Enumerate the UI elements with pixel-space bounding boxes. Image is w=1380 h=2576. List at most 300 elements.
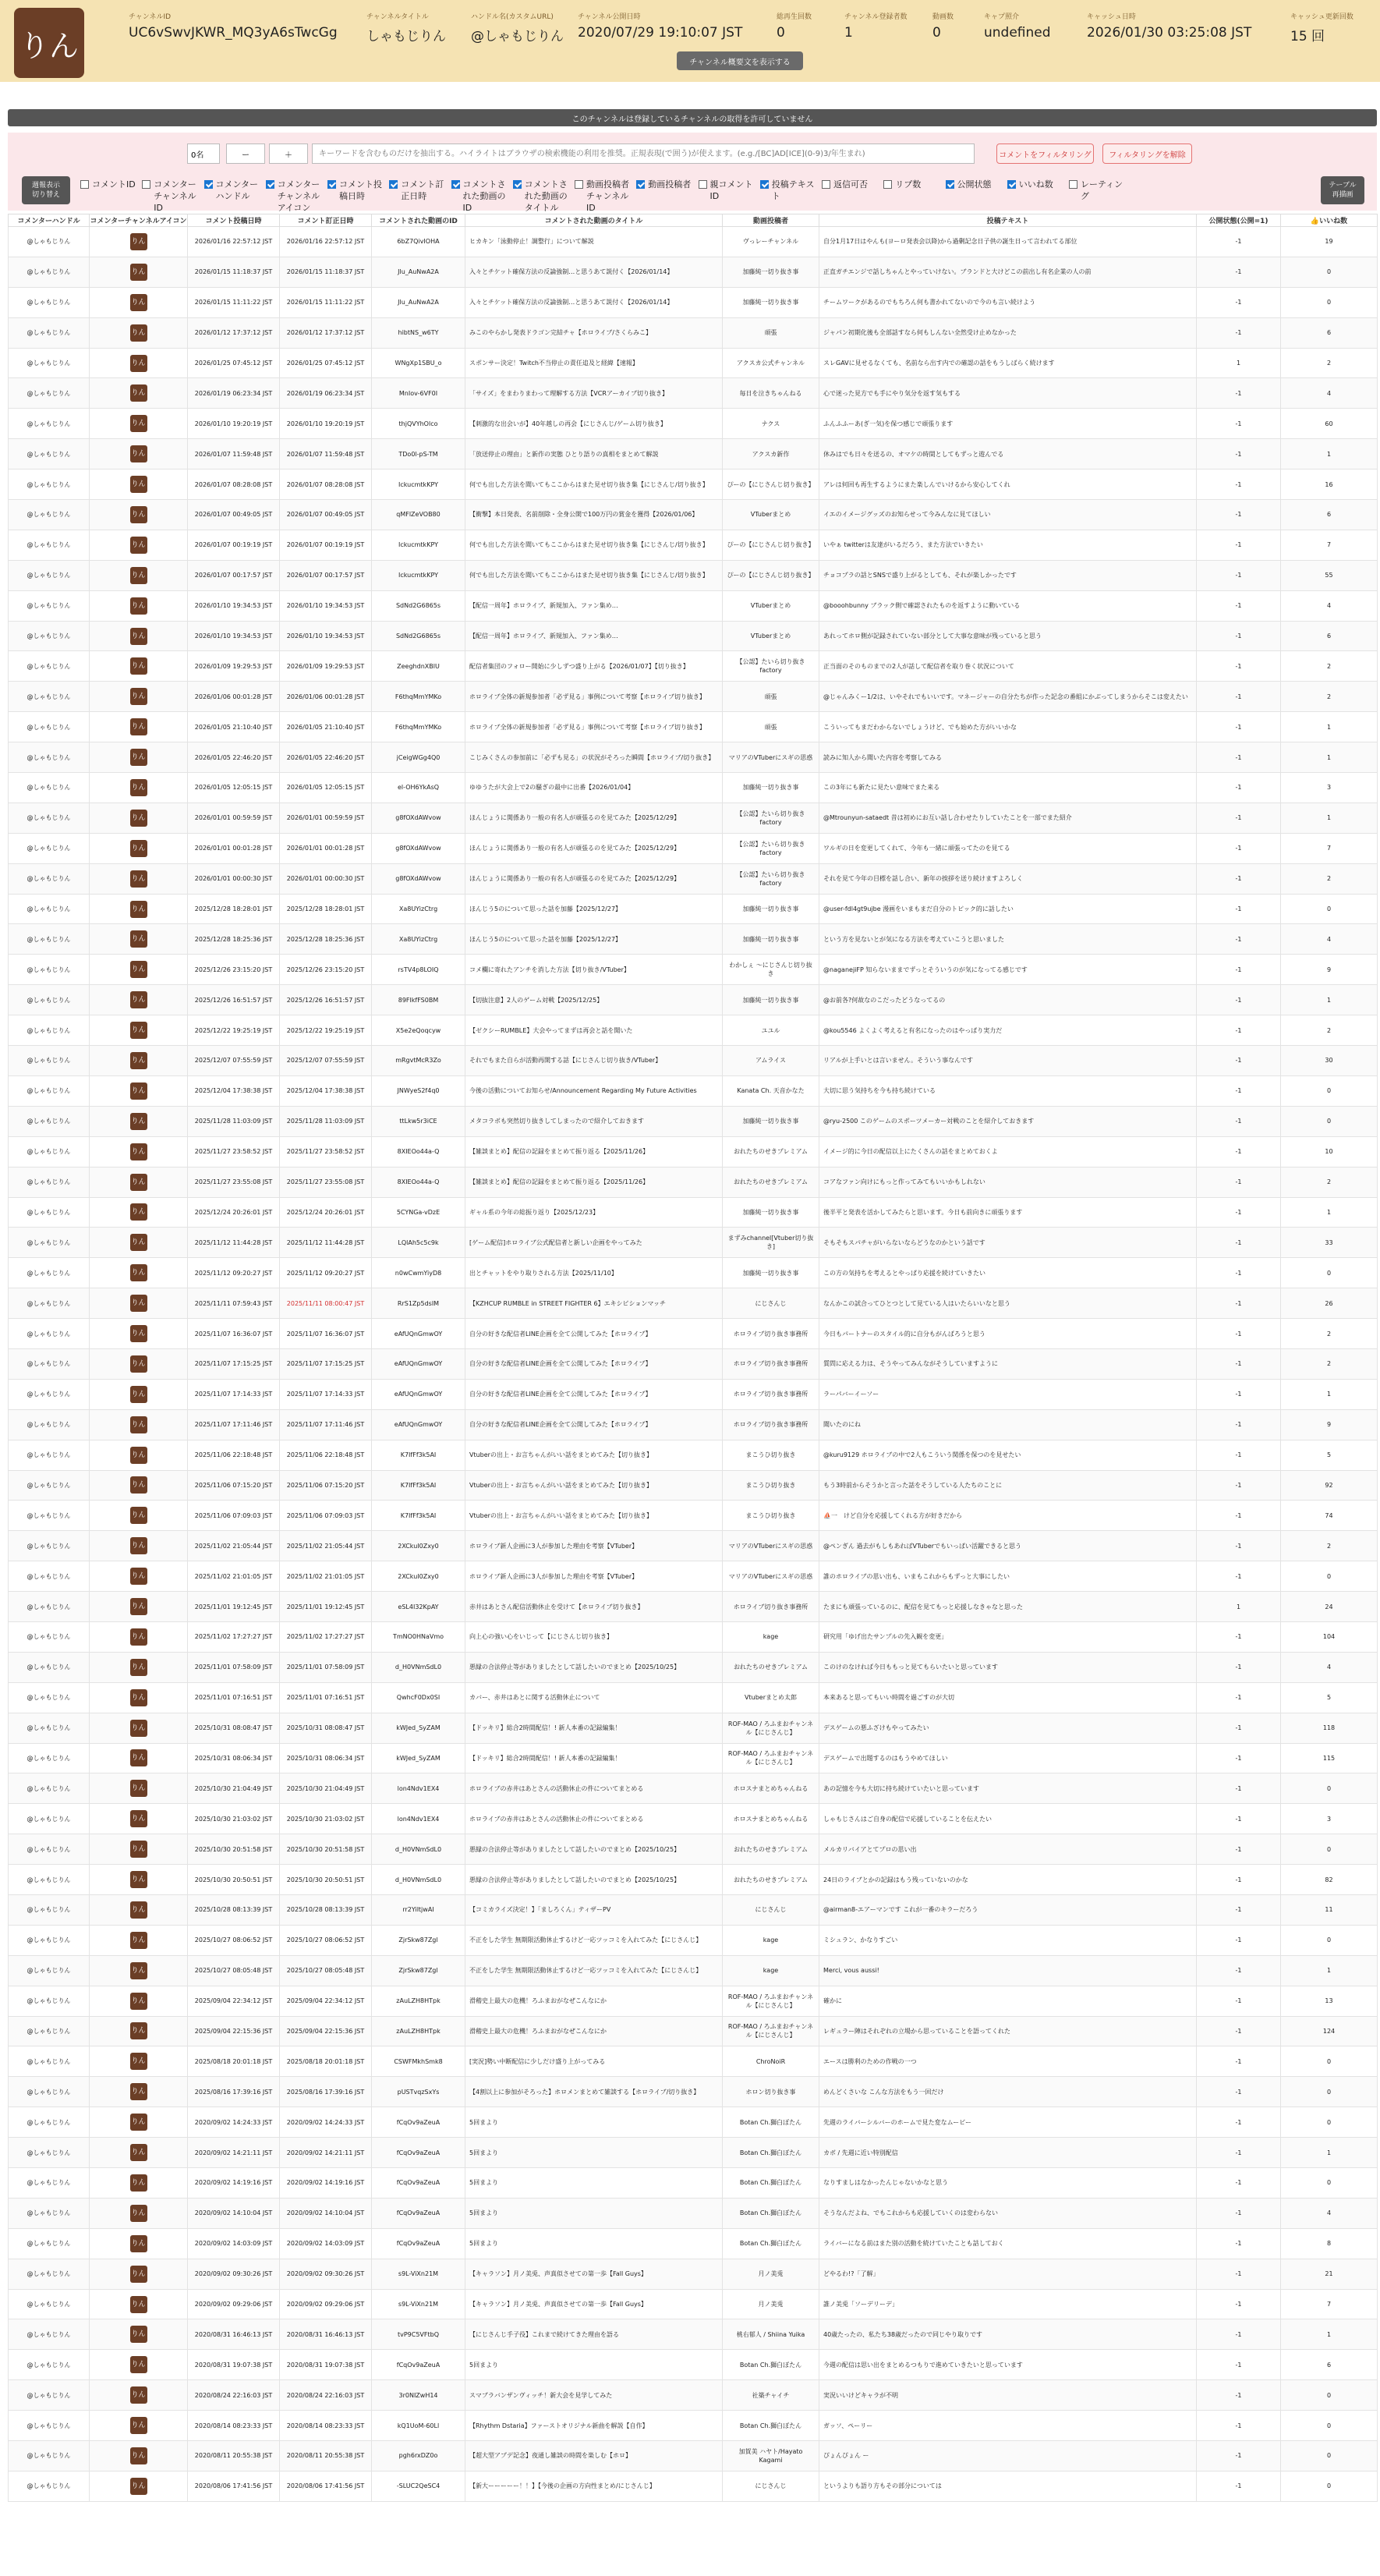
like-count-cell: 2 bbox=[1281, 1167, 1378, 1197]
commenter-handle-cell: @しゃもじりん bbox=[9, 803, 90, 833]
commenter-icon-cell bbox=[90, 1046, 188, 1076]
column-header[interactable]: コメントされた動画のID bbox=[372, 214, 465, 227]
commenter-handle-cell: @しゃもじりん bbox=[9, 1501, 90, 1531]
header-field-value: 0 bbox=[932, 25, 941, 41]
posted-at-cell: 2026/01/07 11:59:48 JST bbox=[188, 439, 280, 469]
like-count-cell: 6 bbox=[1281, 2350, 1378, 2380]
column-toggle[interactable] bbox=[946, 179, 1007, 214]
table-row bbox=[9, 2168, 1378, 2199]
column-toggle[interactable] bbox=[760, 179, 822, 214]
video-id-cell: -SLUC2QeSC4 bbox=[372, 2471, 465, 2501]
column-toggle[interactable] bbox=[822, 179, 883, 214]
table-row bbox=[9, 2350, 1378, 2380]
comment-text-cell: 正当面のそのものまでの2人が話して配信者を取り巻く状況について bbox=[819, 651, 1197, 682]
posted-at-cell: 2026/01/05 22:46:20 JST bbox=[188, 742, 280, 773]
video-id-cell: QwhcF0Dx0SI bbox=[372, 1682, 465, 1713]
video-title-cell: 自分の好きな配信者LINE企画を全て公開してみた【ホロライブ】 bbox=[465, 1409, 723, 1440]
edited-at-cell: 2026/01/01 00:01:28 JST bbox=[280, 833, 372, 863]
posted-at-cell: 2025/12/28 18:25:36 JST bbox=[188, 924, 280, 955]
channel-icon: りん bbox=[130, 1264, 147, 1281]
posted-at-cell: 2025/10/30 20:51:58 JST bbox=[188, 1834, 280, 1865]
edited-at-cell: 2025/11/02 21:01:05 JST bbox=[280, 1561, 372, 1592]
video-title-cell: 【配信一周年】ホロライブ、新規加入、ファン集め… bbox=[465, 621, 723, 651]
posted-at-cell: 2025/08/16 17:39:16 JST bbox=[188, 2077, 280, 2107]
public-status-cell: -1 bbox=[1197, 2380, 1281, 2411]
commenter-handle-cell: @しゃもじりん bbox=[9, 2380, 90, 2411]
channel-icon: りん bbox=[130, 355, 147, 372]
video-uploader-cell: 加藤純一切り抜き事 bbox=[723, 985, 819, 1015]
public-status-cell: -1 bbox=[1197, 1986, 1281, 2016]
header-field-label: キャッシュ更新回数 bbox=[1290, 13, 1353, 21]
public-status-cell: -1 bbox=[1197, 378, 1281, 409]
channel-icon: りん bbox=[130, 1203, 147, 1221]
comment-text-cell: 今日もパートナーのスタイル的に自分もがんばろうと思う bbox=[819, 1319, 1197, 1349]
video-uploader-cell: ぴーの【にじさんじ切り抜き】 bbox=[723, 469, 819, 500]
column-toggle[interactable] bbox=[883, 179, 945, 214]
table-row bbox=[9, 2380, 1378, 2411]
commenter-icon-cell bbox=[90, 1470, 188, 1501]
edited-at-cell: 2025/11/27 23:55:08 JST bbox=[280, 1167, 372, 1197]
edited-at-cell: 2026/01/10 19:20:19 JST bbox=[280, 409, 372, 439]
commenter-handle-cell: @しゃもじりん bbox=[9, 1348, 90, 1379]
comment-text-cell: ⛵一 けど自分を応援してくれる方が好きだから bbox=[819, 1501, 1197, 1531]
table-row bbox=[9, 1379, 1378, 1409]
channel-icon: りん bbox=[130, 2022, 147, 2039]
checkbox-icon[interactable] bbox=[1007, 180, 1016, 189]
posted-at-cell: 2026/01/15 11:18:37 JST bbox=[188, 257, 280, 287]
column-toggle-label: コメントされた動画のタイトル bbox=[524, 179, 568, 213]
commenter-icon-cell bbox=[90, 1379, 188, 1409]
comment-text-cell: 研究用「ゆげ出たサンプルの先入観を変更」 bbox=[819, 1621, 1197, 1652]
video-title-cell: 【キャラソン】月ノ美兎、声真似させての第一歩【Fall Guys】 bbox=[465, 2259, 723, 2289]
video-id-cell: kQ1UoM-60Ll bbox=[372, 2411, 465, 2441]
checkbox-icon[interactable] bbox=[946, 180, 954, 189]
comment-text-cell: あれってホロ側が記録されていない部分として大事な意味が残っていると思う bbox=[819, 621, 1197, 651]
column-toggle-label: 投稿テキスト bbox=[771, 179, 815, 201]
column-header[interactable]: 動画投稿者 bbox=[723, 214, 819, 227]
like-count-cell: 0 bbox=[1281, 894, 1378, 924]
channel-icon: りん bbox=[130, 415, 147, 432]
table-row bbox=[9, 1682, 1378, 1713]
column-toggle[interactable] bbox=[513, 179, 575, 214]
comment-text-cell: 正直ガチエンジで話しちゃんとやっていけない。ブランドと大けどこの前出し有名企業の人の前 bbox=[819, 257, 1197, 287]
like-count-cell: 0 bbox=[1281, 2441, 1378, 2471]
posted-at-cell: 2025/11/27 23:55:08 JST bbox=[188, 1167, 280, 1197]
column-header[interactable]: 公開状態(公開=1) bbox=[1197, 214, 1281, 227]
comment-text-cell: ぴょんぴょん ー bbox=[819, 2441, 1197, 2471]
public-status-cell: -1 bbox=[1197, 1531, 1281, 1561]
column-header[interactable]: コメンターハンドル bbox=[9, 214, 90, 227]
channel-icon: りん bbox=[130, 2266, 147, 2283]
video-uploader-cell: 【公認】たいら切り抜きfactory bbox=[723, 651, 819, 682]
column-toggle[interactable] bbox=[451, 179, 513, 214]
checkbox-icon[interactable] bbox=[575, 180, 583, 189]
column-header[interactable]: 👍いいね数 bbox=[1281, 214, 1378, 227]
keyword-filter-input[interactable] bbox=[312, 144, 975, 164]
comment-text-cell: ガッソ、ペーリー bbox=[819, 2411, 1197, 2441]
checkbox-icon[interactable] bbox=[266, 180, 274, 189]
table-row bbox=[9, 1440, 1378, 1470]
video-uploader-cell: 毎日を泣きちゃんねる bbox=[723, 378, 819, 409]
posted-at-cell: 2025/11/07 16:36:07 JST bbox=[188, 1319, 280, 1349]
column-header[interactable]: コメントされた動画のタイトル bbox=[465, 214, 723, 227]
commenter-handle-cell: @しゃもじりん bbox=[9, 1288, 90, 1319]
video-uploader-cell: マリアのVTuberにスギの思惑 bbox=[723, 1561, 819, 1592]
checkbox-icon[interactable] bbox=[760, 180, 769, 189]
checkbox-icon[interactable] bbox=[389, 180, 398, 189]
clear-filter-button[interactable]: フィルタリングを解除 bbox=[1102, 144, 1192, 164]
like-count-cell: 7 bbox=[1281, 833, 1378, 863]
checkbox-icon[interactable] bbox=[636, 180, 645, 189]
edited-at-cell: 2025/11/02 17:27:27 JST bbox=[280, 1621, 372, 1652]
video-id-cell: fCqOv9aZeuA bbox=[372, 2228, 465, 2259]
video-uploader-cell: 加藤純一切り抜き事 bbox=[723, 924, 819, 955]
like-count-cell: 30 bbox=[1281, 1046, 1378, 1076]
edited-at-cell: 2020/08/31 16:46:13 JST bbox=[280, 2319, 372, 2350]
table-row bbox=[9, 1288, 1378, 1319]
column-toggle-label: 返信可否 bbox=[833, 179, 868, 190]
channel-icon: りん bbox=[130, 1628, 147, 1646]
like-count-cell: 2 bbox=[1281, 348, 1378, 378]
commenter-handle-cell: @しゃもじりん bbox=[9, 1258, 90, 1288]
commenter-handle-cell: @しゃもじりん bbox=[9, 500, 90, 530]
table-row bbox=[9, 1743, 1378, 1773]
table-row bbox=[9, 1106, 1378, 1136]
table-row bbox=[9, 500, 1378, 530]
filter-comments-button[interactable]: コメントをフィルタリング bbox=[996, 144, 1094, 164]
like-count-cell: 0 bbox=[1281, 1258, 1378, 1288]
video-id-cell: K7IfFf3k5AI bbox=[372, 1470, 465, 1501]
posted-at-cell: 2026/01/10 19:20:19 JST bbox=[188, 409, 280, 439]
table-row bbox=[9, 1804, 1378, 1834]
video-title-cell: スマブラバンザンヴィッチ！新大会を見学してみた bbox=[465, 2380, 723, 2411]
commenter-icon-cell bbox=[90, 1319, 188, 1349]
commenter-handle-cell: @しゃもじりん bbox=[9, 1955, 90, 1986]
video-id-cell: kWJed_SyZAM bbox=[372, 1743, 465, 1773]
header-field bbox=[777, 11, 812, 41]
like-count-cell: 3 bbox=[1281, 773, 1378, 803]
comment-text-cell: 実況いいけどキャラが不明 bbox=[819, 2380, 1197, 2411]
comment-text-cell: エースは勝利のための作戦の一つ bbox=[819, 2046, 1197, 2077]
table-row bbox=[9, 439, 1378, 469]
posted-at-cell: 2025/10/27 08:05:48 JST bbox=[188, 1955, 280, 1986]
checkbox-icon[interactable] bbox=[883, 180, 892, 189]
video-uploader-cell: おれたちのせきプレミアム bbox=[723, 1865, 819, 1895]
like-count-cell: 5 bbox=[1281, 1682, 1378, 1713]
video-uploader-cell: ROF-MAO / ろふまおチャンネル【にじさんじ】 bbox=[723, 1713, 819, 1743]
table-row bbox=[9, 317, 1378, 348]
commenter-icon-cell bbox=[90, 1015, 188, 1046]
commenter-handle-cell: @しゃもじりん bbox=[9, 1046, 90, 1076]
video-title-cell: ホロライブの赤井はあとさんの活動休止の件についてまとめる bbox=[465, 1804, 723, 1834]
edited-at-cell: 2026/01/15 11:18:37 JST bbox=[280, 257, 372, 287]
commenter-handle-cell: @しゃもじりん bbox=[9, 621, 90, 651]
like-count-cell: 5 bbox=[1281, 1440, 1378, 1470]
comment-text-cell: いやぁ twitterは友達がいるだろう、また方法でいきたい bbox=[819, 530, 1197, 560]
posted-at-cell: 2026/01/01 00:01:28 JST bbox=[188, 833, 280, 863]
commenter-icon-cell bbox=[90, 2441, 188, 2471]
channel-icon: りん bbox=[130, 1932, 147, 1949]
posted-at-cell: 2026/01/10 19:34:53 JST bbox=[188, 621, 280, 651]
comment-text-cell: Merci, vous aussi! bbox=[819, 1955, 1197, 1986]
checkbox-icon[interactable] bbox=[822, 180, 830, 189]
column-toggle[interactable] bbox=[389, 179, 451, 214]
channel-icon: りん bbox=[130, 384, 147, 402]
channel-icon: りん bbox=[130, 2174, 147, 2192]
public-status-cell: -1 bbox=[1197, 863, 1281, 894]
column-toggle[interactable] bbox=[1069, 179, 1131, 214]
video-title-cell: ゆゆうたが大会上で2の騒ぎの最中に出番【2026/01/04】 bbox=[465, 773, 723, 803]
like-count-cell: 2 bbox=[1281, 1319, 1378, 1349]
video-title-cell: Vtuberの出上・お言ちゃんがいい話をまとめてみた【切り抜き】 bbox=[465, 1501, 723, 1531]
edited-at-cell: 2025/11/07 17:15:25 JST bbox=[280, 1348, 372, 1379]
header-field bbox=[129, 11, 338, 41]
channel-icon: りん bbox=[130, 2356, 147, 2373]
channel-icon: りん bbox=[130, 1901, 147, 1919]
video-title-cell: 【雑談まとめ】配信の記録をまとめて振り返る【2025/11/26】 bbox=[465, 1167, 723, 1197]
public-status-cell: -1 bbox=[1197, 2350, 1281, 2380]
column-toggle[interactable] bbox=[266, 179, 327, 214]
video-id-cell: Jlu_AuNwA2A bbox=[372, 287, 465, 317]
comment-text-cell: なんかこの試合ってひとつとして見ている人はいたらいいなと思う bbox=[819, 1288, 1197, 1319]
channel-icon: りん bbox=[130, 1174, 147, 1191]
video-title-cell: 悪縁の合法停止等がありましたとして話したいのでまとめ【2025/10/25】 bbox=[465, 1652, 723, 1682]
posted-at-cell: 2020/09/02 14:03:09 JST bbox=[188, 2228, 280, 2259]
table-row bbox=[9, 1167, 1378, 1197]
video-uploader-cell: まこうひ切り抜き bbox=[723, 1501, 819, 1531]
video-id-cell: 8XIEOo44a-Q bbox=[372, 1167, 465, 1197]
posted-at-cell: 2025/11/02 21:01:05 JST bbox=[188, 1561, 280, 1592]
column-toggle[interactable] bbox=[1007, 179, 1069, 214]
commenter-handle-cell: @しゃもじりん bbox=[9, 2350, 90, 2380]
column-header[interactable]: コメント訂正日時 bbox=[280, 214, 372, 227]
comment-text-cell: 読みに知人から聞いた内容を考察してみる bbox=[819, 742, 1197, 773]
like-count-cell: 0 bbox=[1281, 1075, 1378, 1106]
column-toggle[interactable] bbox=[575, 179, 636, 214]
like-count-cell: 0 bbox=[1281, 2380, 1378, 2411]
comment-text-cell: @airman8-エアーマンです これが一番のキラーだろう bbox=[819, 1894, 1197, 1925]
comment-text-cell: レギュラー陣はそれぞれの立場から思っていることを語ってくれた bbox=[819, 2016, 1197, 2046]
table-row bbox=[9, 2198, 1378, 2228]
channel-icon: りん bbox=[130, 445, 147, 462]
video-title-cell: 滑稽史上最大の危機！ろふまおがなぜこんなにか bbox=[465, 1986, 723, 2016]
commenter-handle-cell: @しゃもじりん bbox=[9, 2168, 90, 2199]
checkbox-icon[interactable] bbox=[142, 180, 150, 189]
public-status-cell: -1 bbox=[1197, 1409, 1281, 1440]
posted-at-cell: 2025/12/04 17:38:38 JST bbox=[188, 1075, 280, 1106]
video-id-cell: IckucmtkKPY bbox=[372, 560, 465, 590]
like-count-cell: 9 bbox=[1281, 955, 1378, 985]
table-row bbox=[9, 894, 1378, 924]
commenter-handle-cell: @しゃもじりん bbox=[9, 469, 90, 500]
checkbox-icon[interactable] bbox=[513, 180, 522, 189]
video-title-cell: ほんじょうに関係あり一般の有名人が頑張るのを見てみた【2025/12/29】 bbox=[465, 803, 723, 833]
video-id-cell: ZjrSkw87Zgl bbox=[372, 1955, 465, 1986]
column-toggle-label: 公開状態 bbox=[957, 179, 992, 190]
channel-icon: りん bbox=[130, 537, 147, 554]
checkbox-icon[interactable] bbox=[451, 180, 460, 189]
like-count-cell: 4 bbox=[1281, 1652, 1378, 1682]
checkbox-icon[interactable] bbox=[327, 180, 336, 189]
header-field-label: チャンネル登録者数 bbox=[844, 13, 908, 21]
table-row bbox=[9, 1348, 1378, 1379]
posted-at-cell: 2025/10/30 21:03:02 JST bbox=[188, 1804, 280, 1834]
column-toggle[interactable] bbox=[142, 179, 203, 214]
commenter-icon-cell bbox=[90, 803, 188, 833]
show-description-button[interactable]: チャンネル概要文を表示する bbox=[677, 51, 803, 70]
video-uploader-cell: 【公認】たいら切り抜きfactory bbox=[723, 833, 819, 863]
video-id-cell: fCqOv9aZeuA bbox=[372, 2138, 465, 2168]
commenter-handle-cell: @しゃもじりん bbox=[9, 651, 90, 682]
checkbox-icon[interactable] bbox=[699, 180, 707, 189]
commenter-icon-cell bbox=[90, 2077, 188, 2107]
posted-at-cell: 2026/01/07 00:17:57 JST bbox=[188, 560, 280, 590]
edited-at-cell: 2025/12/28 18:25:36 JST bbox=[280, 924, 372, 955]
redraw-table-button[interactable]: テーブル 再描画 bbox=[1321, 176, 1364, 204]
video-id-cell: rsTV4p8LOIQ bbox=[372, 955, 465, 985]
column-header[interactable]: コメント投稿日時 bbox=[188, 214, 280, 227]
comment-text-cell: この3年にも新たに見たい意味でまた来る bbox=[819, 773, 1197, 803]
channel-icon: りん bbox=[130, 1537, 147, 1554]
commenter-handle-cell: @しゃもじりん bbox=[9, 530, 90, 560]
table-row bbox=[9, 2289, 1378, 2319]
comment-text-cell: ライバーになる前はまた別の活動を続けていたことも話しておく bbox=[819, 2228, 1197, 2259]
edited-at-cell: 2026/01/09 19:29:53 JST bbox=[280, 651, 372, 682]
column-toggle-label: コメント投稿日時 bbox=[339, 179, 382, 201]
commenter-handle-cell: @しゃもじりん bbox=[9, 1136, 90, 1167]
column-toggle[interactable] bbox=[327, 179, 389, 214]
commenter-icon-cell bbox=[90, 682, 188, 712]
video-title-cell: 悪縁の合法停止等がありましたとして話したいのでまとめ【2025/10/25】 bbox=[465, 1865, 723, 1895]
like-count-cell: 4 bbox=[1281, 924, 1378, 955]
edited-at-cell: 2026/01/07 00:17:57 JST bbox=[280, 560, 372, 590]
edited-at-cell: 2026/01/05 21:10:40 JST bbox=[280, 712, 372, 742]
video-uploader-cell: Botan Ch.獅白ぼたん bbox=[723, 2411, 819, 2441]
commenter-handle-cell: @しゃもじりん bbox=[9, 2289, 90, 2319]
video-title-cell: 配信者集団のフォロー開始に少しずつ盛り上がる【2026/01/07】【切り抜き】 bbox=[465, 651, 723, 682]
table-row bbox=[9, 590, 1378, 621]
public-status-cell: -1 bbox=[1197, 1379, 1281, 1409]
edited-at-cell: 2025/11/28 11:03:09 JST bbox=[280, 1106, 372, 1136]
edited-at-cell: 2025/10/30 20:50:51 JST bbox=[280, 1865, 372, 1895]
column-toggle[interactable] bbox=[80, 179, 142, 214]
video-title-cell: Vtuberの出上・お言ちゃんがいい話をまとめてみた【切り抜き】 bbox=[465, 1470, 723, 1501]
video-uploader-cell: 月ノ美兎 bbox=[723, 2289, 819, 2319]
column-toggle[interactable] bbox=[636, 179, 698, 214]
video-title-cell: 5回まより bbox=[465, 2168, 723, 2199]
channel-icon: りん bbox=[130, 2326, 147, 2343]
video-uploader-cell: おれたちのせきプレミアム bbox=[723, 1834, 819, 1865]
header-field-label: チャンネル公開日時 bbox=[578, 13, 641, 21]
comment-text-cell: そもそもスパチャがいらないならどうなのかという話です bbox=[819, 1228, 1197, 1258]
channel-icon: りん bbox=[130, 810, 147, 827]
video-title-cell: こじみくさんの参加前に「必ずも見る」の状況がそろった瞬間【ホロライブ/切り抜き】 bbox=[465, 742, 723, 773]
video-id-cell: lon4Ndv1EX4 bbox=[372, 1804, 465, 1834]
checkbox-icon[interactable] bbox=[80, 180, 89, 189]
video-title-cell: 赤井はあとさん配信活動休止を受けて【ホロライブ切り抜き】 bbox=[465, 1592, 723, 1622]
table-row bbox=[9, 1197, 1378, 1228]
column-toggle-label: レーティング bbox=[1081, 179, 1123, 201]
table-row bbox=[9, 1955, 1378, 1986]
video-id-cell: RrS1Zp5dsIM bbox=[372, 1288, 465, 1319]
posted-at-cell: 2025/09/04 22:34:12 JST bbox=[188, 1986, 280, 2016]
like-count-cell: 4 bbox=[1281, 590, 1378, 621]
public-status-cell: -1 bbox=[1197, 803, 1281, 833]
public-status-cell: -1 bbox=[1197, 924, 1281, 955]
video-uploader-cell: ChroNoiR bbox=[723, 2046, 819, 2077]
public-status-cell: -1 bbox=[1197, 560, 1281, 590]
video-uploader-cell: ROF-MAO / ろふまおチャンネル【にじさんじ】 bbox=[723, 1986, 819, 2016]
posted-at-cell: 2025/12/28 18:28:01 JST bbox=[188, 894, 280, 924]
commenter-icon-cell bbox=[90, 2016, 188, 2046]
header-field-value: undefined bbox=[984, 25, 1051, 41]
table-row bbox=[9, 1409, 1378, 1440]
posted-at-cell: 2026/01/15 11:11:22 JST bbox=[188, 287, 280, 317]
posted-at-cell: 2026/01/07 00:49:05 JST bbox=[188, 500, 280, 530]
checkbox-icon[interactable] bbox=[204, 180, 213, 189]
channel-icon: りん bbox=[130, 2417, 147, 2434]
commenter-handle-cell: @しゃもじりん bbox=[9, 1804, 90, 1834]
posted-at-cell: 2025/11/27 23:58:52 JST bbox=[188, 1136, 280, 1167]
video-title-cell: 5回まより bbox=[465, 2107, 723, 2138]
video-id-cell: TmNO0HNaVmo bbox=[372, 1621, 465, 1652]
posted-at-cell: 2025/11/06 07:15:20 JST bbox=[188, 1470, 280, 1501]
checkbox-icon[interactable] bbox=[1069, 180, 1077, 189]
video-title-cell: 【衝撃】本日発表、名前削除・全身公開で100万円の賞金を獲得【2026/01/06】 bbox=[465, 500, 723, 530]
public-status-cell: -1 bbox=[1197, 773, 1281, 803]
increase-button[interactable]: ＋ bbox=[269, 144, 308, 164]
video-id-cell: LQlAh5c5c9k bbox=[372, 1228, 465, 1258]
channel-icon: りん bbox=[130, 1113, 147, 1130]
channel-icon: りん bbox=[130, 2478, 147, 2495]
commenter-icon-cell bbox=[90, 894, 188, 924]
public-status-cell: -1 bbox=[1197, 1894, 1281, 1925]
channel-icon: りん bbox=[130, 1386, 147, 1403]
video-uploader-cell: おれたちのせきプレミアム bbox=[723, 1652, 819, 1682]
comment-count-input[interactable] bbox=[187, 144, 220, 164]
comment-text-cell: ワルギの日を変更してくれて、今年も一緒に頑張ってたのを見てる bbox=[819, 833, 1197, 863]
video-uploader-cell: Kanata Ch. 天音かなた bbox=[723, 1075, 819, 1106]
video-id-cell: F6thqMmYMKo bbox=[372, 682, 465, 712]
video-title-cell: ギャル系の今年の総振り返り【2025/12/23】 bbox=[465, 1197, 723, 1228]
video-id-cell: lon4Ndv1EX4 bbox=[372, 1773, 465, 1804]
channel-icon: りん bbox=[130, 597, 147, 615]
commenter-handle-cell: @しゃもじりん bbox=[9, 833, 90, 863]
video-uploader-cell: 頑張 bbox=[723, 682, 819, 712]
commenter-icon-cell bbox=[90, 773, 188, 803]
video-title-cell: 【キャラソン】月ノ美兎、声真似させての第一歩【Fall Guys】 bbox=[465, 2289, 723, 2319]
video-uploader-cell: 月ノ美兎 bbox=[723, 2259, 819, 2289]
comment-text-cell: たまにも頑張っているのに、配信を見てもっと応援しなきゃなと思った bbox=[819, 1592, 1197, 1622]
toggle-view-button[interactable]: 週報表示 切り替え bbox=[22, 176, 70, 204]
column-header[interactable]: 投稿テキスト bbox=[819, 214, 1197, 227]
commenter-handle-cell: @しゃもじりん bbox=[9, 2259, 90, 2289]
comment-text-cell: リアルが上手いとは言いません。そういう事なんです bbox=[819, 1046, 1197, 1076]
public-status-cell: -1 bbox=[1197, 2077, 1281, 2107]
column-toggle[interactable] bbox=[204, 179, 266, 214]
public-status-cell: -1 bbox=[1197, 651, 1281, 682]
edited-at-cell: 2025/11/07 17:11:46 JST bbox=[280, 1409, 372, 1440]
column-toggle[interactable] bbox=[699, 179, 760, 214]
table-row bbox=[9, 651, 1378, 682]
edited-at-cell: 2020/09/02 09:29:06 JST bbox=[280, 2289, 372, 2319]
video-uploader-cell: Vtuberまとめ太郎 bbox=[723, 1682, 819, 1713]
column-header[interactable]: コメンターチャンネルアイコン bbox=[90, 214, 188, 227]
public-status-cell: -1 bbox=[1197, 1106, 1281, 1136]
decrease-button[interactable]: ー bbox=[226, 144, 265, 164]
header-field-value: UC6vSwvJKWR_MQ3yA6sTwcGg bbox=[129, 25, 338, 41]
commenter-handle-cell: @しゃもじりん bbox=[9, 1167, 90, 1197]
